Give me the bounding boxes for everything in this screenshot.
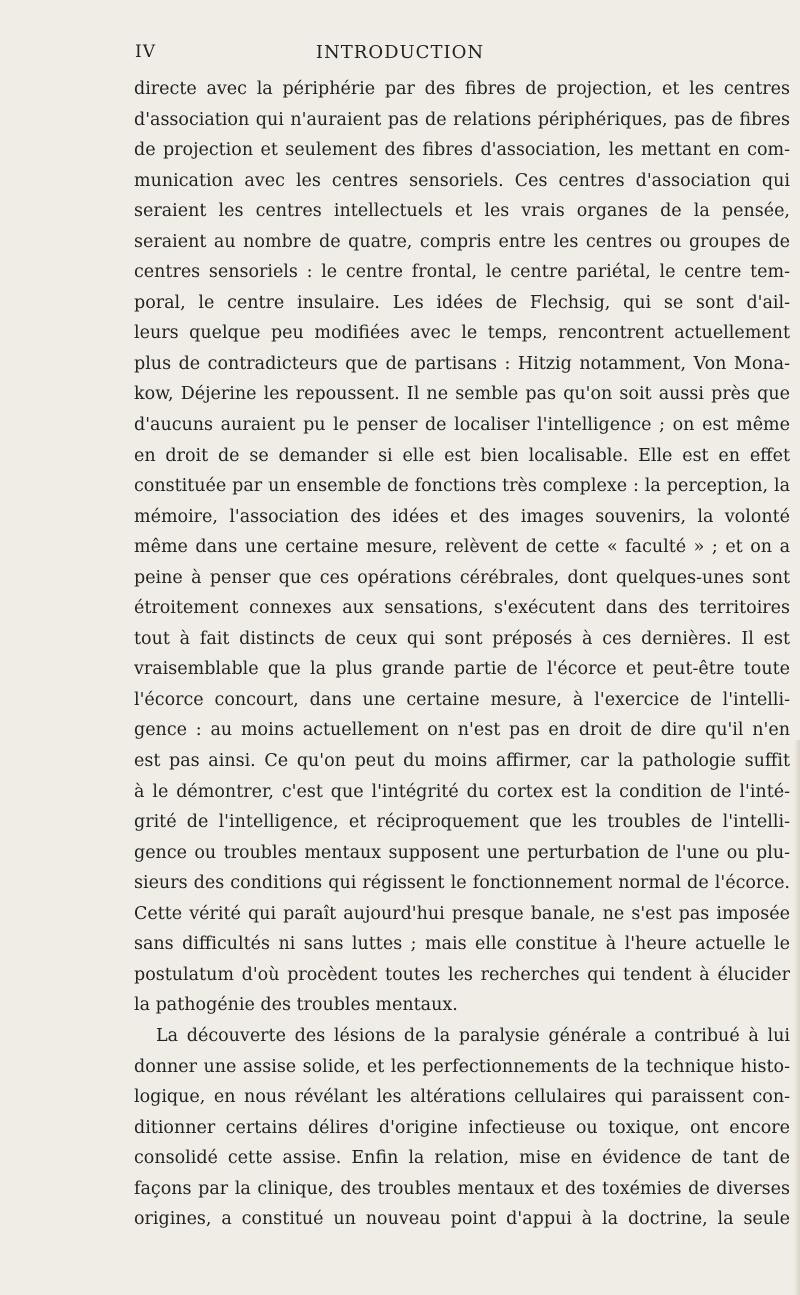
text-line: de projection et seulement des fibres d'association, les mettant en com- [134, 140, 790, 161]
text-line: directe avec la périphérie par des fibres de projection, et les centres [134, 79, 790, 99]
text-line: l'écorce concourt, dans une certaine mesure, à l'exercice de l'intelli- [134, 689, 790, 710]
page-header [0, 42, 800, 66]
text-line: seraient au nombre de quatre, compris entre les centres ou groupes de [134, 231, 790, 252]
text-line: La découverte des lésions de la paralysie générale a contribué à lui [156, 1025, 790, 1046]
text-line: vraisemblable que la plus grande partie de l'écorce et peut-être toute [134, 659, 790, 680]
text-line: d'aucuns auraient pu le penser de localiser l'intelligence ; on est même [134, 415, 790, 436]
text-line: constituée par un ensemble de fonctions très complexe : la perception, la [134, 476, 790, 497]
text-line: logique, en nous révélant les altérations cellulaires qui paraissent con- [134, 1087, 790, 1108]
text-line: mémoire, l'association des idées et des images souvenirs, la volonté [134, 506, 790, 527]
text-line: grité de l'intelligence, et réciproquement que les troubles de l'intelli- [134, 812, 790, 833]
text-line: gence : au moins actuellement on n'est pas en droit de dire qu'il n'en [134, 720, 790, 741]
text-line: sans difficultés ni sans luttes ; mais elle constitue à l'heure actuelle le [134, 934, 790, 955]
text-line: sieurs des conditions qui régissent le fonctionnement normal de l'écorce. [134, 873, 790, 894]
text-line: centres sensoriels : le centre frontal, le centre pariétal, le centre tem- [134, 262, 790, 283]
text-line: origines, a constitué un nouveau point d'appui à la doctrine, la seule [134, 1209, 790, 1230]
text-line: consolidé cette assise. Enfin la relation, mise en évidence de tant de [134, 1148, 790, 1169]
text-line: ditionner certains délires d'origine infectieuse ou toxique, ont encore [134, 1117, 790, 1138]
text-line: tout à fait distincts de ceux qui sont préposés à ces dernières. Il est [134, 628, 790, 649]
text-line: munication avec les centres sensoriels. Ces centres d'association qui [134, 170, 790, 191]
text-line: d'association qui n'auraient pas de relations périphériques, pas de fibres [134, 109, 790, 130]
text-line: seraient les centres intellectuels et les vrais organes de la pensée, [134, 201, 790, 222]
text-line: façons par la clinique, des troubles mentaux et des toxémies de diverses [134, 1178, 790, 1199]
text-line: plus de contradicteurs que de partisans : Hitzig notamment, Von Mona- [134, 353, 790, 374]
text-line: postulatum d'où procèdent toutes les recherches qui tendent à élucider [134, 964, 790, 985]
text-line: peine à penser que ces opérations cérébrales, dont quelques-unes sont [134, 567, 790, 588]
text-line: Cette vérité qui paraît aujourd'hui presque banale, ne s'est pas imposée [134, 903, 790, 924]
text-line: gence ou troubles mentaux supposent une perturbation de l'une ou plu- [134, 842, 790, 863]
page-edge-shadow [794, 740, 800, 1295]
text-line: donner une assise solide, et les perfectionnements de la technique histo- [134, 1056, 790, 1077]
text-line: étroitement connexes aux sensations, s'exécutent dans des territoires [134, 598, 790, 619]
text-line: poral, le centre insulaire. Les idées de Flechsig, qui se sont d'ail- [134, 292, 790, 313]
text-line: est pas ainsi. Ce qu'on peut du moins affirmer, car la pathologie suffit [134, 751, 790, 772]
page-number: IV [135, 42, 156, 62]
running-title: INTRODUCTION [315, 42, 485, 63]
text-line: leurs quelque peu modifiées avec le temps, rencontrent actuellement [134, 323, 790, 344]
text-line: en droit de se demander si elle est bien localisable. Elle est en effet [134, 445, 790, 466]
text-line: la pathogénie des troubles mentaux. [134, 995, 458, 1016]
body-text [134, 74, 790, 1235]
text-line: à le démontrer, c'est que l'intégrité du cortex est la condition de l'inté- [134, 781, 790, 802]
paragraph-1 [134, 74, 790, 1021]
text-line: kow, Déjerine les repoussent. Il ne semble pas qu'on soit aussi près que [134, 384, 790, 405]
text-line: même dans une certaine mesure, relèvent de cette « faculté » ; et on a [134, 537, 790, 558]
paragraph-2 [134, 1021, 790, 1235]
